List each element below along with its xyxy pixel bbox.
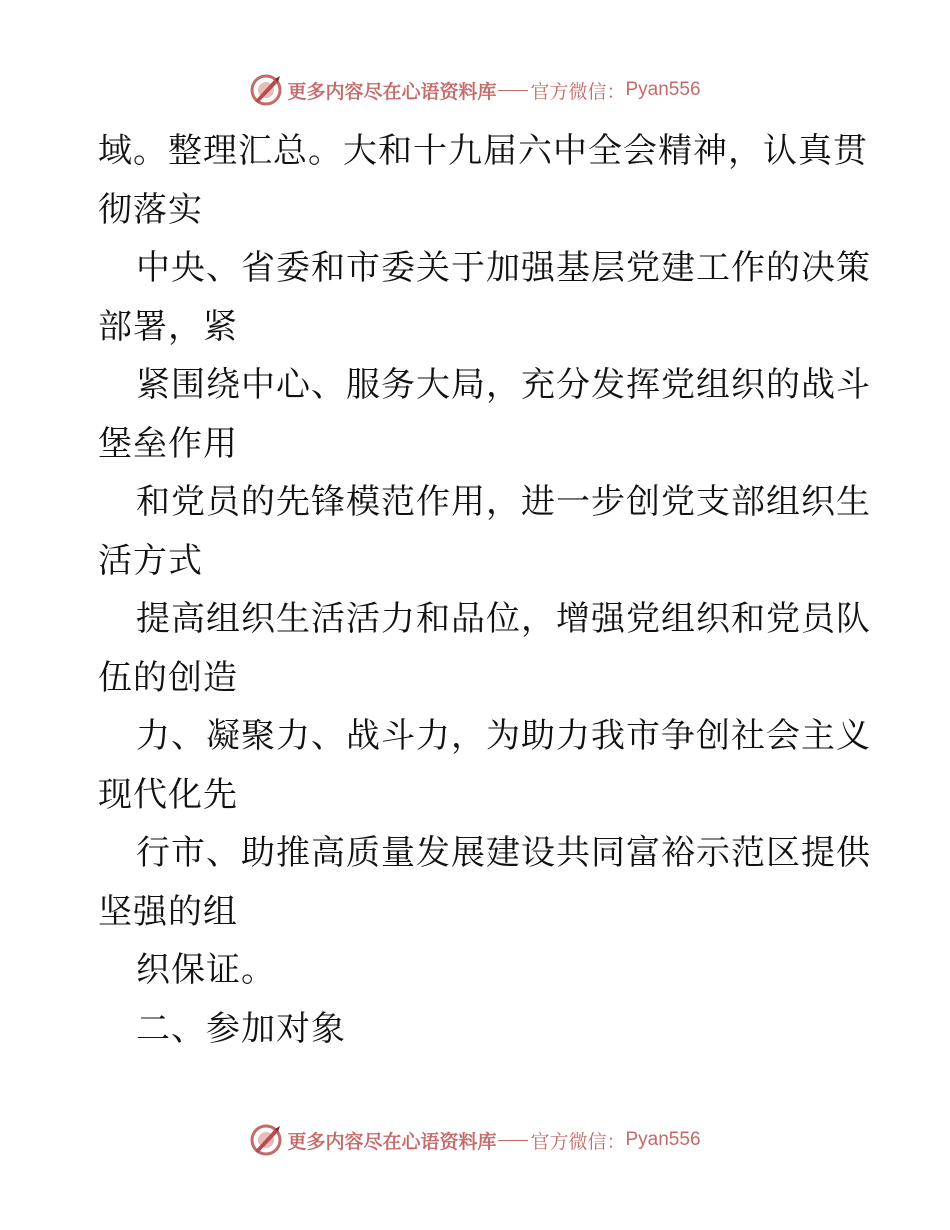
header-brand-text: 更多内容尽在心语资料库 <box>287 80 497 103</box>
text-line: 力、凝聚力、战斗力，为助力我市争创社会主义 <box>136 716 871 756</box>
quill-pen-logo-icon <box>249 73 283 107</box>
document-body <box>98 122 871 1058</box>
text-line: 中央、省委和市委关于加强基层党建工作的决策 <box>136 248 871 288</box>
text-line: 织保证。 <box>136 950 276 990</box>
text-line: 伍的创造 <box>98 657 238 698</box>
quill-pen-logo-icon <box>249 1123 283 1157</box>
footer-wechat-label: 官方微信： <box>530 1130 626 1153</box>
footer-divider <box>498 1140 528 1141</box>
header-wechat-id: Pyan556 <box>625 79 701 100</box>
header-wechat-label: 官方微信： <box>530 80 626 103</box>
text-line: 提高组织生活活力和品位，增强党组织和党员队 <box>136 599 871 639</box>
text-line: 域。整理汇总。大和十九届六中全会精神，认真贯 <box>98 131 868 171</box>
text-line: 紧围绕中心、服务大局，充分发挥党组织的战斗 <box>136 365 871 405</box>
text-line: 现代化先 <box>98 774 238 815</box>
text-line: 堡垒作用 <box>98 423 238 464</box>
header-watermark <box>0 70 950 110</box>
text-line: 部署，紧 <box>98 306 238 347</box>
footer-wechat-id: Pyan556 <box>625 1129 701 1150</box>
text-line: 坚强的组 <box>98 891 238 932</box>
footer-brand-text: 更多内容尽在心语资料库 <box>287 1130 497 1153</box>
text-line: 彻落实 <box>98 189 203 230</box>
text-line: 和党员的先锋模范作用，进一步创党支部组织生 <box>136 482 871 522</box>
footer-watermark <box>0 1120 950 1160</box>
header-divider <box>498 90 528 91</box>
text-line: 行市、助推高质量发展建设共同富裕示范区提供 <box>136 833 871 873</box>
text-line: 活方式 <box>98 540 203 581</box>
section-heading: 二、参加对象 <box>136 1008 346 1049</box>
